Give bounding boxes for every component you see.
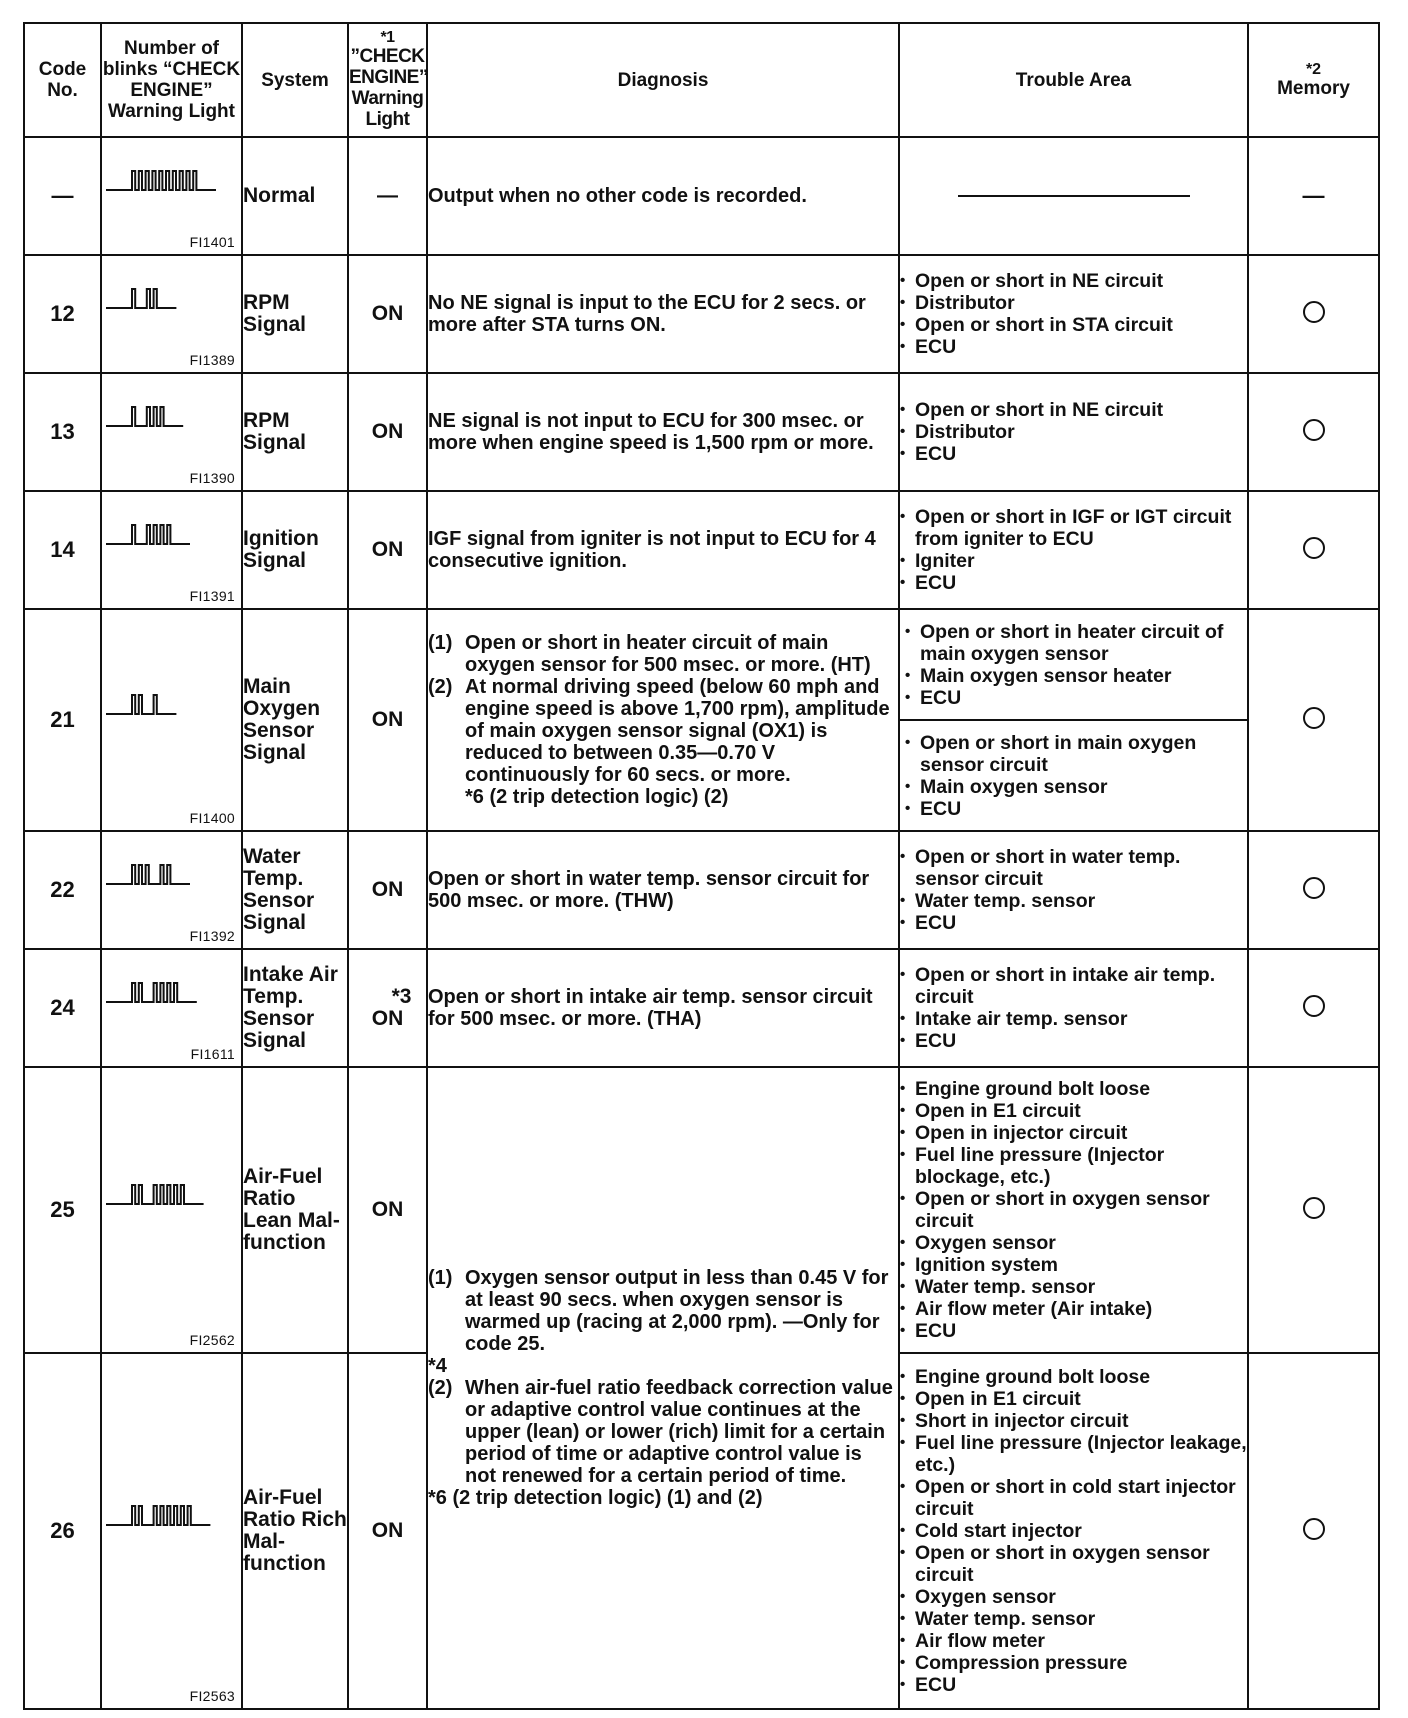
blink-cell [101, 831, 242, 949]
trouble-sensor [900, 719, 1247, 830]
trouble-list [900, 270, 1247, 358]
trouble-area [899, 255, 1248, 373]
header-diagnosis: Diagnosis [427, 23, 899, 137]
trouble-list [905, 732, 1243, 820]
trouble-item: • Open or short in IGF or IGT circuit from igniter to ECU [900, 506, 1247, 550]
diagnosis-item [428, 632, 898, 676]
blink-pattern-icon [104, 862, 256, 886]
warning-light-state [348, 1067, 427, 1353]
trouble-item: • ECU [900, 336, 1247, 358]
diagnosis: Open or short in intake air temp. sensor circuit for 500 msec. or more. (THA) [427, 949, 899, 1067]
trouble-item: • Main oxygen sensor [905, 776, 1243, 798]
trouble-item: • Short in injector circuit [900, 1410, 1247, 1432]
trouble-item: • Open in E1 circuit [900, 1388, 1247, 1410]
blink-pattern-icon [104, 1503, 256, 1527]
diagnosis-item [428, 1267, 898, 1355]
header-warning-label: ”CHECK ENGINE” Warning Light [349, 46, 428, 130]
warning-light-state [348, 491, 427, 609]
warning-value: ON [371, 708, 404, 731]
blink-cell [101, 137, 242, 255]
trouble-item: • Open or short in oxygen sensor circuit [900, 1188, 1247, 1232]
diagnosis: Output when no other code is recorded. [427, 137, 899, 255]
memory-circle-icon [1303, 1518, 1325, 1540]
trouble-area [899, 949, 1248, 1067]
trouble-item: • Open in E1 circuit [900, 1100, 1247, 1122]
table-row [24, 609, 1379, 831]
blink-pulse-line [106, 1506, 210, 1525]
code-table-sheet [23, 22, 1378, 1704]
memory [1248, 831, 1379, 949]
warning-value: ON [371, 878, 404, 901]
blink-pattern-icon [104, 522, 256, 546]
trouble-item: • Open or short in oxygen sensor circuit [900, 1542, 1247, 1586]
header-memory [1248, 23, 1379, 137]
trouble-area [899, 831, 1248, 949]
blink-pattern-icon [104, 692, 256, 716]
trouble-item: • Compression pressure [900, 1652, 1247, 1674]
trouble-item: • Open or short in STA circuit [900, 314, 1247, 336]
system-name: Ignition Signal [242, 491, 348, 609]
diagnosis: NE signal is not input to ECU for 300 msec. or more when engine speed is 1,500 rpm or more. [427, 373, 899, 491]
trouble-item: • ECU [900, 1320, 1247, 1342]
system-name: RPM Signal [242, 373, 348, 491]
figure-id: FI1400 [189, 810, 235, 826]
memory [1248, 609, 1379, 831]
memory [1248, 491, 1379, 609]
memory-circle-icon [1303, 995, 1325, 1017]
memory-circle-icon [1303, 301, 1325, 323]
trouble-item: • Oxygen sensor [900, 1232, 1247, 1254]
none-line [958, 195, 1190, 197]
warning-light-state [348, 137, 427, 255]
warning-value: ON [371, 302, 404, 325]
trouble-item: • Main oxygen sensor heater [905, 665, 1243, 687]
diagnosis-shared [427, 1067, 899, 1709]
trouble-area [899, 373, 1248, 491]
code-number: 14 [24, 491, 101, 609]
trouble-list [900, 1366, 1247, 1696]
code-number: 13 [24, 373, 101, 491]
blink-cell [101, 491, 242, 609]
trouble-list [905, 621, 1243, 709]
trouble-item: • Igniter [900, 550, 1247, 572]
memory-circle-icon [1303, 419, 1325, 441]
trouble-item: • ECU [900, 443, 1247, 465]
system-name: Normal [242, 137, 348, 255]
figure-id: FI2562 [189, 1332, 235, 1348]
system-name: Air-Fuel Ratio Rich Mal-function [242, 1353, 348, 1709]
blink-pulse-line [106, 695, 176, 714]
memory-circle-icon [1303, 537, 1325, 559]
trouble-list [900, 399, 1247, 465]
trouble-item: • Water temp. sensor [900, 1608, 1247, 1630]
blink-pulse-line [106, 1185, 204, 1204]
blink-cell [101, 255, 242, 373]
code-number: 22 [24, 831, 101, 949]
table-row [24, 137, 1379, 255]
table-row [24, 949, 1379, 1067]
diagnosis-item [428, 1377, 898, 1487]
warning-light-state [348, 1353, 427, 1709]
trouble-item: • Open or short in heater circuit of main oxygen sensor [905, 621, 1243, 665]
warning-light-state [348, 373, 427, 491]
header-system: System [242, 23, 348, 137]
blink-pulse-line [106, 525, 190, 544]
trouble-item: • Open in injector circuit [900, 1122, 1247, 1144]
blink-pulse-line [106, 407, 183, 426]
header-code: Code No. [24, 23, 101, 137]
trouble-item: • Fuel line pressure (Injector leakage, etc.) [900, 1432, 1247, 1476]
header-warning-light [348, 23, 427, 137]
trouble-item: • Oxygen sensor [900, 1586, 1247, 1608]
trouble-item: • Engine ground bolt loose [900, 1078, 1247, 1100]
trouble-item: • Open or short in NE circuit [900, 270, 1247, 292]
figure-id: FI2563 [189, 1688, 235, 1704]
blink-pattern-icon [104, 980, 256, 1004]
item-number: (2) [428, 676, 453, 698]
diagnosis: Open or short in water temp. sensor circuit for 500 msec. or more. (THW) [427, 831, 899, 949]
memory [1248, 137, 1379, 255]
trouble-split [900, 610, 1247, 830]
trouble-item: • Open or short in intake air temp. circuit [900, 964, 1247, 1008]
footnote-4: *4 [428, 1355, 447, 1377]
trouble-list [900, 1078, 1247, 1342]
trouble-area [899, 1353, 1248, 1709]
diagnosis-list [428, 632, 898, 808]
item-number: (1) [428, 1267, 453, 1289]
blink-pulse-line [106, 289, 176, 308]
trouble-item: • Water temp. sensor [900, 890, 1247, 912]
table-row [24, 1067, 1379, 1353]
code-number: 12 [24, 255, 101, 373]
trouble-list [900, 964, 1247, 1052]
diagnosis [427, 609, 899, 831]
figure-id: FI1390 [189, 470, 235, 486]
figure-id: FI1389 [189, 352, 235, 368]
warning-footnote: *3 [391, 985, 412, 1008]
trouble-area [899, 491, 1248, 609]
table-body [24, 137, 1379, 1709]
trouble-list [900, 846, 1247, 934]
item-number: (1) [428, 632, 453, 654]
trouble-item: • ECU [900, 1030, 1247, 1052]
trip-detection-note: *6 (2 trip detection logic) (2) [465, 786, 729, 808]
trouble-item: • Open or short in NE circuit [900, 399, 1247, 421]
item-number: (2) [428, 1377, 453, 1399]
blink-pulse-line [106, 865, 190, 884]
table-row [24, 373, 1379, 491]
header-warning-footnote: *1 [380, 29, 395, 46]
memory [1248, 1067, 1379, 1353]
blink-pattern-icon [104, 1182, 256, 1206]
diagnostic-code-table [23, 22, 1380, 1710]
warning-value: ON [371, 1007, 404, 1030]
trouble-item: • Air flow meter (Air intake) [900, 1298, 1247, 1320]
diagnosis-list [428, 1267, 898, 1509]
warning-light-state [348, 255, 427, 373]
header-blinks: Number of blinks “CHECK ENGINE” Warning Light [101, 23, 242, 137]
warning-value: ON [371, 420, 404, 443]
memory [1248, 373, 1379, 491]
trouble-item: • Open or short in water temp. sensor circuit [900, 846, 1247, 890]
item-text: Open or short in heater circuit of main oxygen sensor for 500 msec. or more. (HT) [465, 632, 871, 676]
trouble-item: • Ignition system [900, 1254, 1247, 1276]
figure-id: FI1611 [190, 1046, 235, 1062]
memory [1248, 949, 1379, 1067]
system-name: Air-Fuel Ratio Lean Mal-function [242, 1067, 348, 1353]
blink-pulse-line [106, 983, 197, 1002]
trouble-item: • ECU [900, 572, 1247, 594]
trouble-item: • Engine ground bolt loose [900, 1366, 1247, 1388]
blink-pattern-icon [104, 404, 256, 428]
code-number: 21 [24, 609, 101, 831]
system-name: Intake Air Temp. Sensor Signal [242, 949, 348, 1067]
trouble-area [899, 1067, 1248, 1353]
trouble-area-none [899, 137, 1248, 255]
figure-id: FI1401 [189, 234, 235, 250]
warning-value: ON [371, 1198, 404, 1221]
diagnosis: No NE signal is input to the ECU for 2 secs. or more after STA turns ON. [427, 255, 899, 373]
item-text: Oxygen sensor output in less than 0.45 V for at least 90 secs. when oxygen sensor is warmed up (racing at 2,000 rpm). —Only for code 25. [465, 1267, 889, 1355]
header-row [24, 23, 1379, 137]
item-text: At normal driving speed (below 60 mph and engine speed is above 1,700 rpm), amplitude of main oxygen sensor signal (OX1) is reduced to between 0.35—0.70 V continuously for 60 secs. or more. [465, 676, 890, 786]
table-row [24, 831, 1379, 949]
blink-cell [101, 1067, 242, 1353]
trouble-item: • Open or short in cold start injector circuit [900, 1476, 1247, 1520]
blink-cell [101, 373, 242, 491]
code-number: 25 [24, 1067, 101, 1353]
memory-value: — [1302, 183, 1325, 208]
warning-light-state [348, 609, 427, 831]
system-name: Water Temp. Sensor Signal [242, 831, 348, 949]
warning-value: — [377, 184, 398, 207]
diagnosis: IGF signal from igniter is not input to ECU for 4 consecutive ignition. [427, 491, 899, 609]
blink-pattern-icon [104, 168, 256, 192]
diagnosis-item [428, 676, 898, 786]
system-name: Main Oxygen Sensor Signal [242, 609, 348, 831]
memory-circle-icon [1303, 877, 1325, 899]
memory-circle-icon [1303, 707, 1325, 729]
table-row [24, 491, 1379, 609]
blink-cell [101, 1353, 242, 1709]
trouble-item: • ECU [900, 1674, 1247, 1696]
trouble-item: • Fuel line pressure (Injector blockage, etc.) [900, 1144, 1247, 1188]
memory [1248, 1353, 1379, 1709]
trouble-item: • Intake air temp. sensor [900, 1008, 1247, 1030]
header-trouble-area: Trouble Area [899, 23, 1248, 137]
header-memory-label: Memory [1277, 77, 1350, 99]
figure-id: FI1391 [189, 588, 235, 604]
trouble-item: • Distributor [900, 421, 1247, 443]
memory [1248, 255, 1379, 373]
blink-pulse-line [106, 171, 216, 190]
trouble-item: • ECU [900, 912, 1247, 934]
blink-pattern-icon [104, 286, 256, 310]
table-row [24, 255, 1379, 373]
trouble-item: • ECU [905, 798, 1243, 820]
blink-cell [101, 949, 242, 1067]
system-name: RPM Signal [242, 255, 348, 373]
trouble-item: • Water temp. sensor [900, 1276, 1247, 1298]
warning-light-state [348, 949, 427, 1067]
trouble-item: • Air flow meter [900, 1630, 1247, 1652]
code-number: 26 [24, 1353, 101, 1709]
code-number: 24 [24, 949, 101, 1067]
warning-light-state [348, 831, 427, 949]
memory-circle-icon [1303, 1197, 1325, 1219]
figure-id: FI1392 [189, 928, 235, 944]
warning-value: ON [371, 1519, 404, 1542]
trip-detection-note: *6 (2 trip detection logic) (1) and (2) [428, 1487, 763, 1509]
trouble-heater [900, 610, 1247, 719]
item-text: When air-fuel ratio feedback correction value or adaptive control value continues at the upper (lean) or lower (rich) limit for a certain period of time or adaptive control value is not renewed for a certain period of time. [465, 1377, 893, 1487]
trouble-item: • Cold start injector [900, 1520, 1247, 1542]
code-number: — [24, 137, 101, 255]
blink-cell [101, 609, 242, 831]
header-memory-footnote: *2 [1305, 60, 1322, 78]
trouble-list [900, 506, 1247, 594]
trouble-item: • ECU [905, 687, 1243, 709]
trouble-item: • Open or short in main oxygen sensor circuit [905, 732, 1243, 776]
trouble-item: • Distributor [900, 292, 1247, 314]
warning-value: ON [371, 538, 404, 561]
trouble-area [899, 609, 1248, 831]
